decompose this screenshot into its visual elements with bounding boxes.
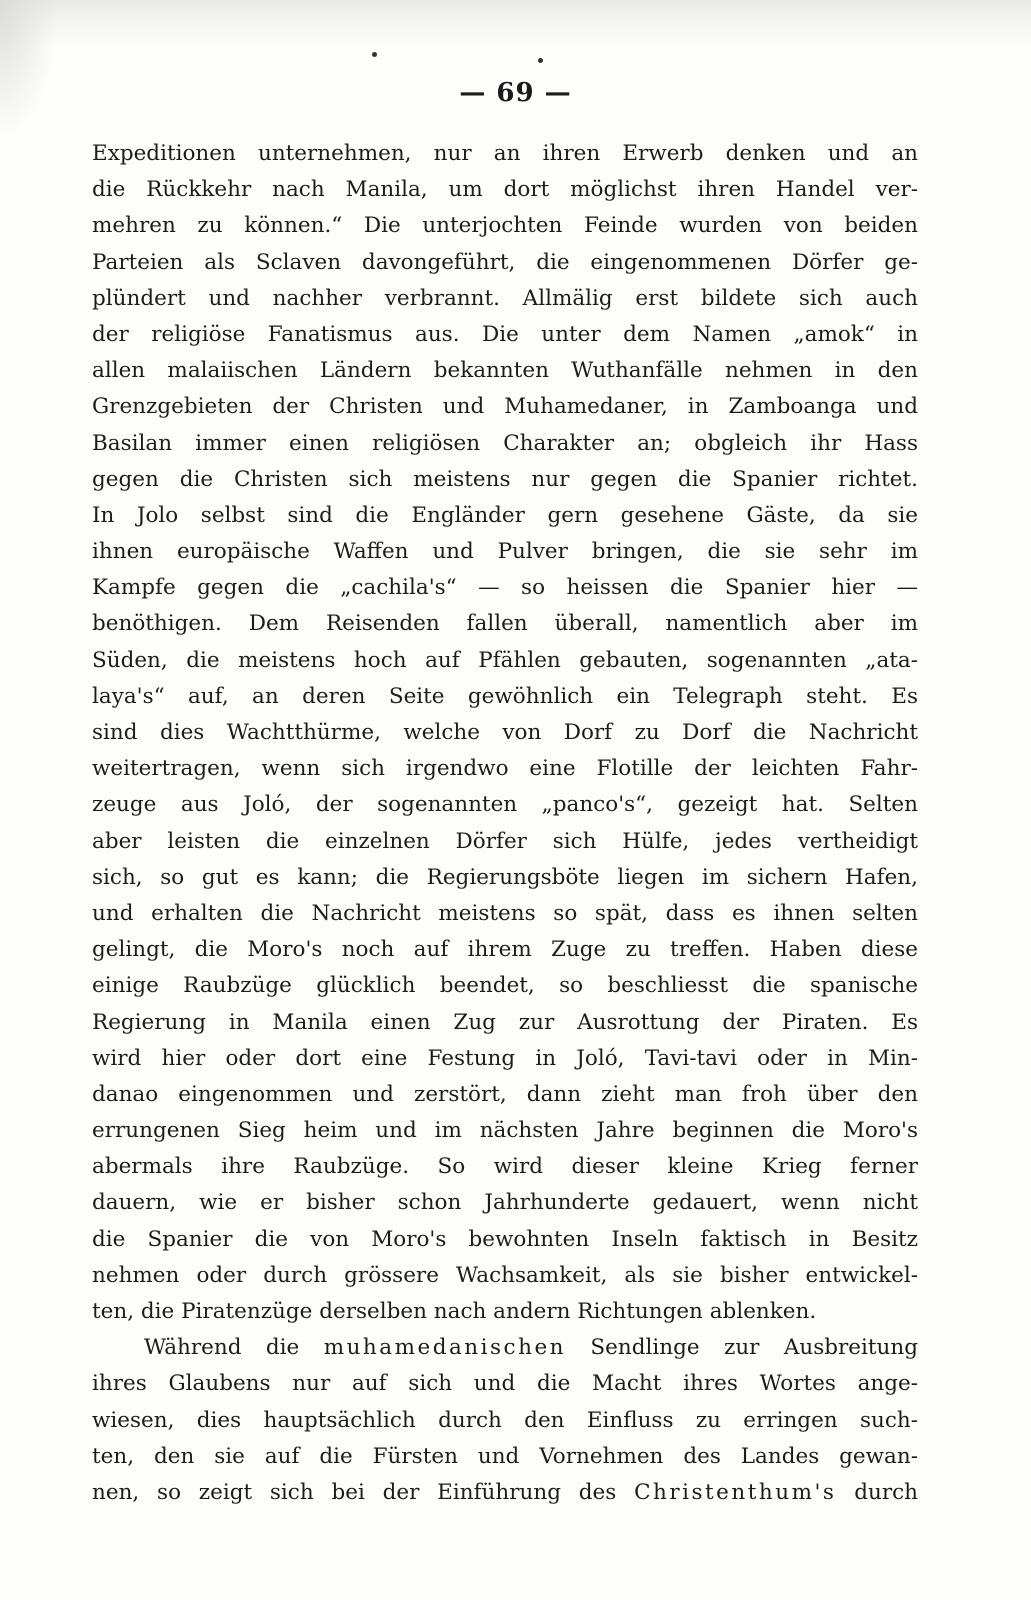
- text-line: In Jolo selbst sind die Engländer gern gesehene Gäste, da sie: [92, 502, 918, 528]
- text-line: sind dies Wachtthürme, welche von Dorf zu Dorf die Nachricht: [92, 720, 918, 745]
- page-number: — 69 —: [459, 78, 572, 108]
- text-line: wiesen, dies hauptsächlich durch den Einfluss zu erringen such-: [92, 1407, 918, 1433]
- text-line: Basilan immer einen religiösen Charakter an; obgleich ihr Hass: [92, 430, 918, 456]
- text-line: gelingt, die Moro's noch auf ihrem Zuge zu treffen. Haben diese: [92, 937, 918, 963]
- text-run: Sendlinge zur Ausbreitung: [566, 1335, 918, 1361]
- scan-top-edge: [0, 0, 1031, 48]
- text-line: der religiöse Fanatismus aus. Die unter dem Namen „amok“ in: [92, 321, 918, 347]
- text-run: nen, so zeigt sich bei der Einführung des: [92, 1479, 635, 1505]
- text-line: ten, den sie auf die Fürsten und Vornehmen des Landes gewan-: [92, 1443, 918, 1469]
- text-line: Kampfe gegen die „cachila's“ — so heissen die Spanier hier —: [92, 575, 918, 601]
- text-line: die Spanier die von Moro's bewohnten Inseln faktisch in Besitz: [92, 1226, 918, 1252]
- text-line: Regierung in Manila einen Zug zur Ausrottung der Piraten. Es: [92, 1009, 918, 1035]
- text-line: danao eingenommen und zerstört, dann zieht man froh über den: [92, 1081, 918, 1107]
- text-line: mehren zu können.“ Die unterjochten Feinde wurden von beiden: [92, 213, 918, 239]
- text-line: nehmen oder durch grössere Wachsamkeit, als sie bisher entwickel-: [92, 1262, 918, 1288]
- text-line: dauern, wie er bisher schon Jahrhunderte gedauert, wenn nicht: [92, 1190, 918, 1216]
- text-line: sich, so gut es kann; die Regierungsböte liegen im sichern Hafen,: [92, 864, 918, 890]
- ink-speck: [372, 52, 377, 57]
- text-line: benöthigen. Dem Reisenden fallen überall, namentlich aber im: [92, 611, 918, 637]
- text-line: allen malaiischen Ländern bekannten Wuthanfälle nehmen in den: [92, 358, 918, 384]
- emphasized-word: Christenthum's: [634, 1479, 837, 1505]
- text-line: errungenen Sieg heim und im nächsten Jahre beginnen die Moro's: [92, 1118, 918, 1144]
- text-run: durch: [836, 1479, 918, 1505]
- ink-speck: [538, 58, 543, 63]
- text-line: [92, 1475, 918, 1511]
- body-text: [92, 136, 918, 1511]
- text-line: ihnen europäische Waffen und Pulver bringen, die sie sehr im: [92, 539, 918, 565]
- emphasized-word: muhamedanischen: [323, 1335, 567, 1361]
- text-line: gegen die Christen sich meistens nur gegen die Spanier richtet.: [92, 466, 918, 492]
- text-line: zeuge aus Joló, der sogenannten „panco's“, gezeigt hat. Selten: [92, 792, 918, 818]
- paragraph-end-line: ten, die Piratenzüge derselben nach andern Richtungen ablenken.: [92, 1299, 817, 1324]
- text-line: Parteien als Sclaven davongeführt, die eingenommenen Dörfer ge-: [92, 249, 918, 275]
- text-line: Grenzgebieten der Christen und Muhamedaner, in Zamboanga und: [92, 394, 918, 420]
- text-line: Süden, die meistens hoch auf Pfählen gebauten, sogenannten „ata-: [92, 647, 918, 673]
- scan-corner-shadow: [0, 0, 60, 140]
- text-run: Während die: [144, 1335, 324, 1361]
- text-line: die Rückkehr nach Manila, um dort möglichst ihren Handel ver-: [92, 177, 918, 203]
- text-line: ihres Glaubens nur auf sich und die Macht ihres Wortes ange-: [92, 1371, 918, 1397]
- text-line: laya's“ auf, an deren Seite gewöhnlich ein Telegraph steht. Es: [92, 683, 918, 709]
- text-line: weitertragen, wenn sich irgendwo eine Flotille der leichten Fahr-: [92, 756, 918, 782]
- text-line: aber leisten die einzelnen Dörfer sich Hülfe, jedes vertheidigt: [92, 828, 918, 854]
- text-line: plündert und nachher verbrannt. Allmälig erst bildete sich auch: [92, 285, 918, 311]
- text-line: einige Raubzüge glücklich beendet, so beschliesst die spanische: [92, 973, 918, 999]
- text-line: wird hier oder dort eine Festung in Joló, Tavi-tavi oder in Min-: [92, 1045, 918, 1071]
- text-line: abermals ihre Raubzüge. So wird dieser kleine Krieg ferner: [92, 1154, 918, 1180]
- paragraph-start-line: [92, 1330, 918, 1366]
- text-line: Expeditionen unternehmen, nur an ihren Erwerb denken und an: [92, 141, 918, 166]
- text-line: und erhalten die Nachricht meistens so spät, dass es ihnen selten: [92, 900, 918, 926]
